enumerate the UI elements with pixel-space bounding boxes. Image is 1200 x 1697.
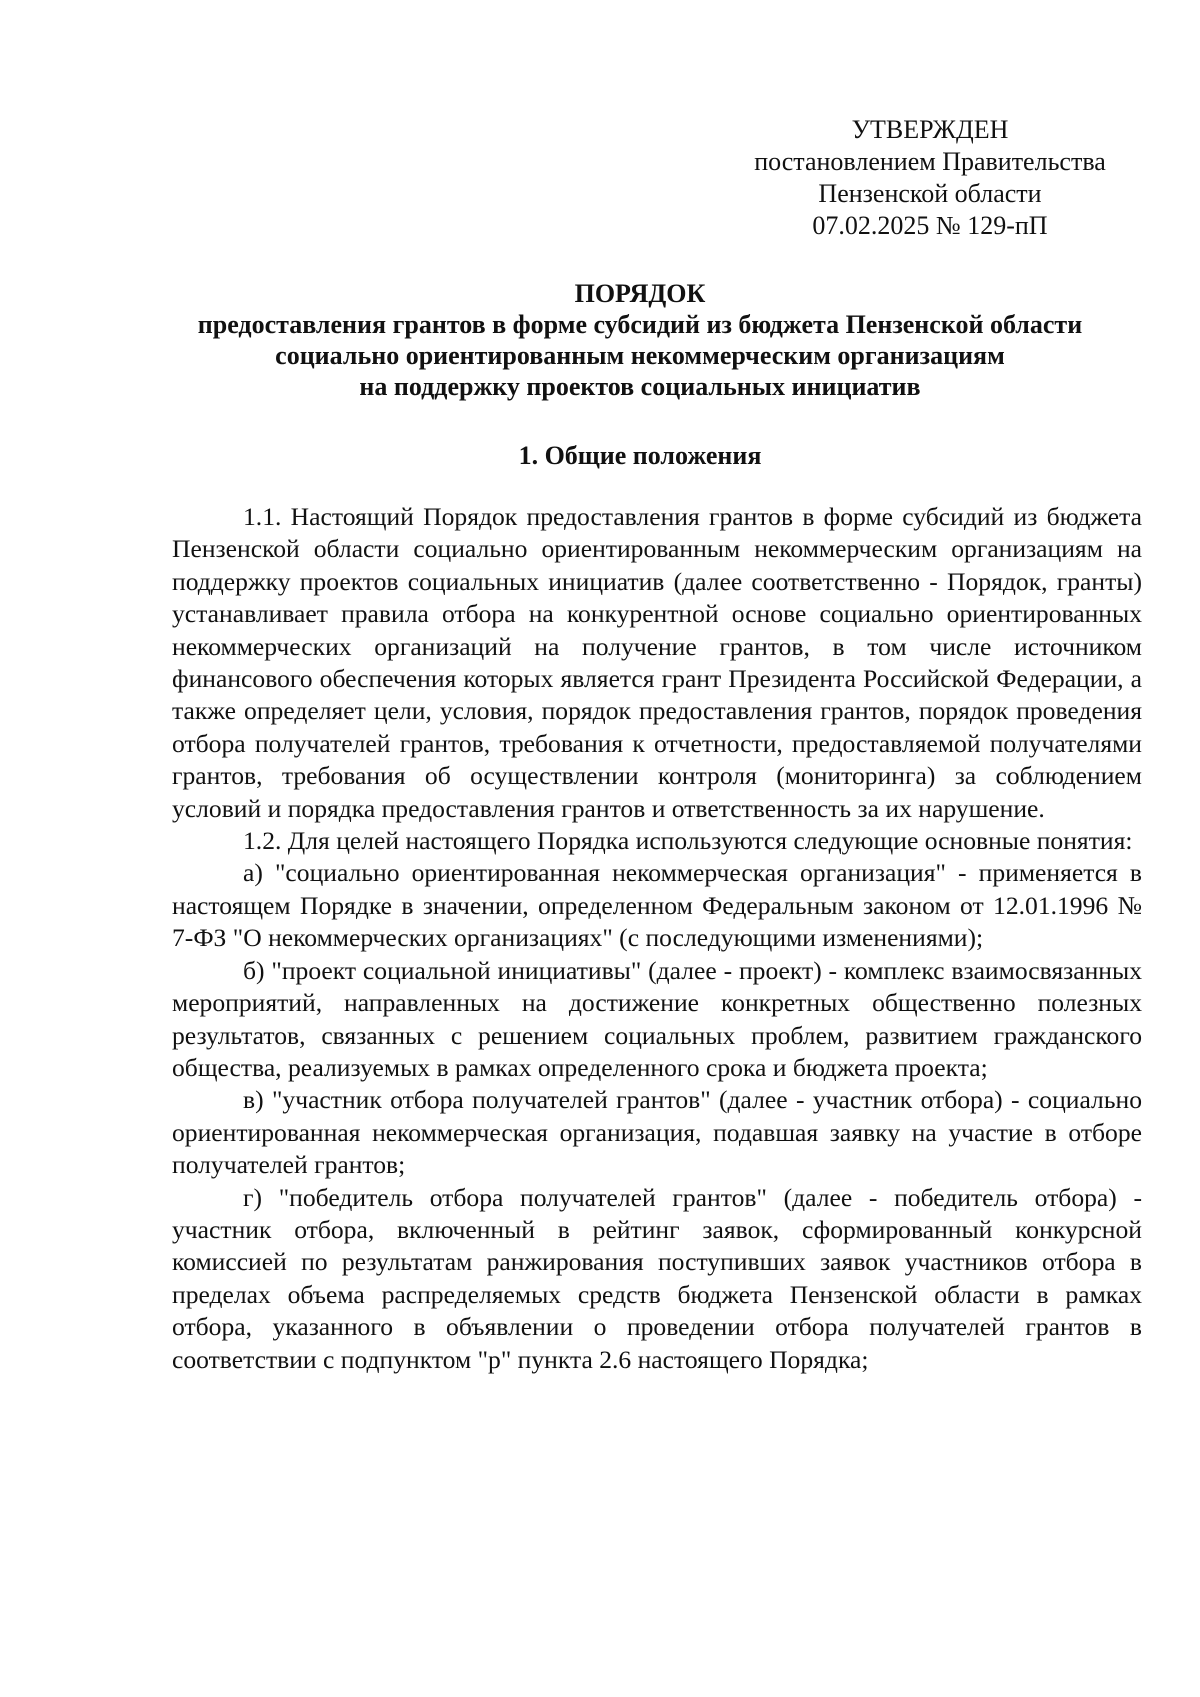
paragraph-item-v: в) "участник отбора получателей грантов" (далее - участник отбора) - социально ориентированная некоммерческая организация, подавшая заявку на участие в отборе получателей грантов; (172, 1085, 1142, 1180)
section-heading: 1. Общие положения (518, 441, 762, 470)
approval-region-line: Пензенской области (818, 179, 1042, 208)
approval-authority-line: постановлением Правительства (754, 147, 1106, 176)
paragraph-1-1: 1.1. Настоящий Порядок предоставления грантов в форме субсидий из бюджета Пензенской области социально ориентированным некоммерческим организациям на поддержку проектов социальных инициатив (далее соответственно - Порядок, гранты) устанавливает правила отбора на конкурентной основе социально ориентированных некоммерческих организаций на получение грантов, в том числе источником финансового обеспечения которых является грант Президента Российской Федерации, а также определяет цели, условия, порядок предоставления грантов, порядок проведения отбора получателей грантов, требования к отчетности, предоставляемой получателями грантов, требования об осуществлении контроля (мониторинга) за соблюдением условий и порядка предоставления грантов и ответственность за их нарушение. (172, 502, 1142, 823)
title-line-2: предоставления грантов в форме субсидий из бюджета Пензенской области (197, 310, 1083, 339)
approval-label: УТВЕРЖДЕН (851, 115, 1009, 144)
paragraph-item-b: б) "проект социальной инициативы" (далее - проект) - комплекс взаимосвязанных мероприятий, направленных на достижение конкретных общественно полезных результатов, связанных с решением социальных проблем, развитием гражданского общества, реализуемых в рамках определенного срока и бюджета проекта; (172, 955, 1142, 1082)
body-text (172, 501, 1142, 1376)
approval-date-number: 07.02.2025 № 129-пП (812, 211, 1048, 240)
document-title (140, 278, 1140, 402)
paragraph-1-2: 1.2. Для целей настоящего Порядка используются следующие основные понятия: (243, 826, 1133, 856)
paragraph-item-g: г) "победитель отбора получателей грантов" (далее - победитель отбора) - участник отбора, включенный в рейтинг заявок, сформированный конкурсной комиссией по результатам ранжирования поступивших заявок участников отбора в пределах объема распределяемых средств бюджета Пензенской области в рамках отбора, указанного в объявлении о проведении отбора получателей грантов в соответствии с подпунктом "р" пункта 2.6 настоящего Порядка; (172, 1182, 1142, 1374)
title-line-1: ПОРЯДОК (574, 279, 706, 308)
paragraph-item-a: а) "социально ориентированная некоммерческая организация" - применяется в настоящем Порядке в значении, определенном Федеральным законом от 12.01.1996 № 7-ФЗ "О некоммерческих организациях" (с последующими изменениями); (172, 858, 1142, 953)
approval-stamp-block (720, 114, 1140, 242)
title-line-4: на поддержку проектов социальных инициатив (359, 372, 921, 401)
title-line-3: социально ориентированным некоммерческим организациям (275, 341, 1005, 370)
